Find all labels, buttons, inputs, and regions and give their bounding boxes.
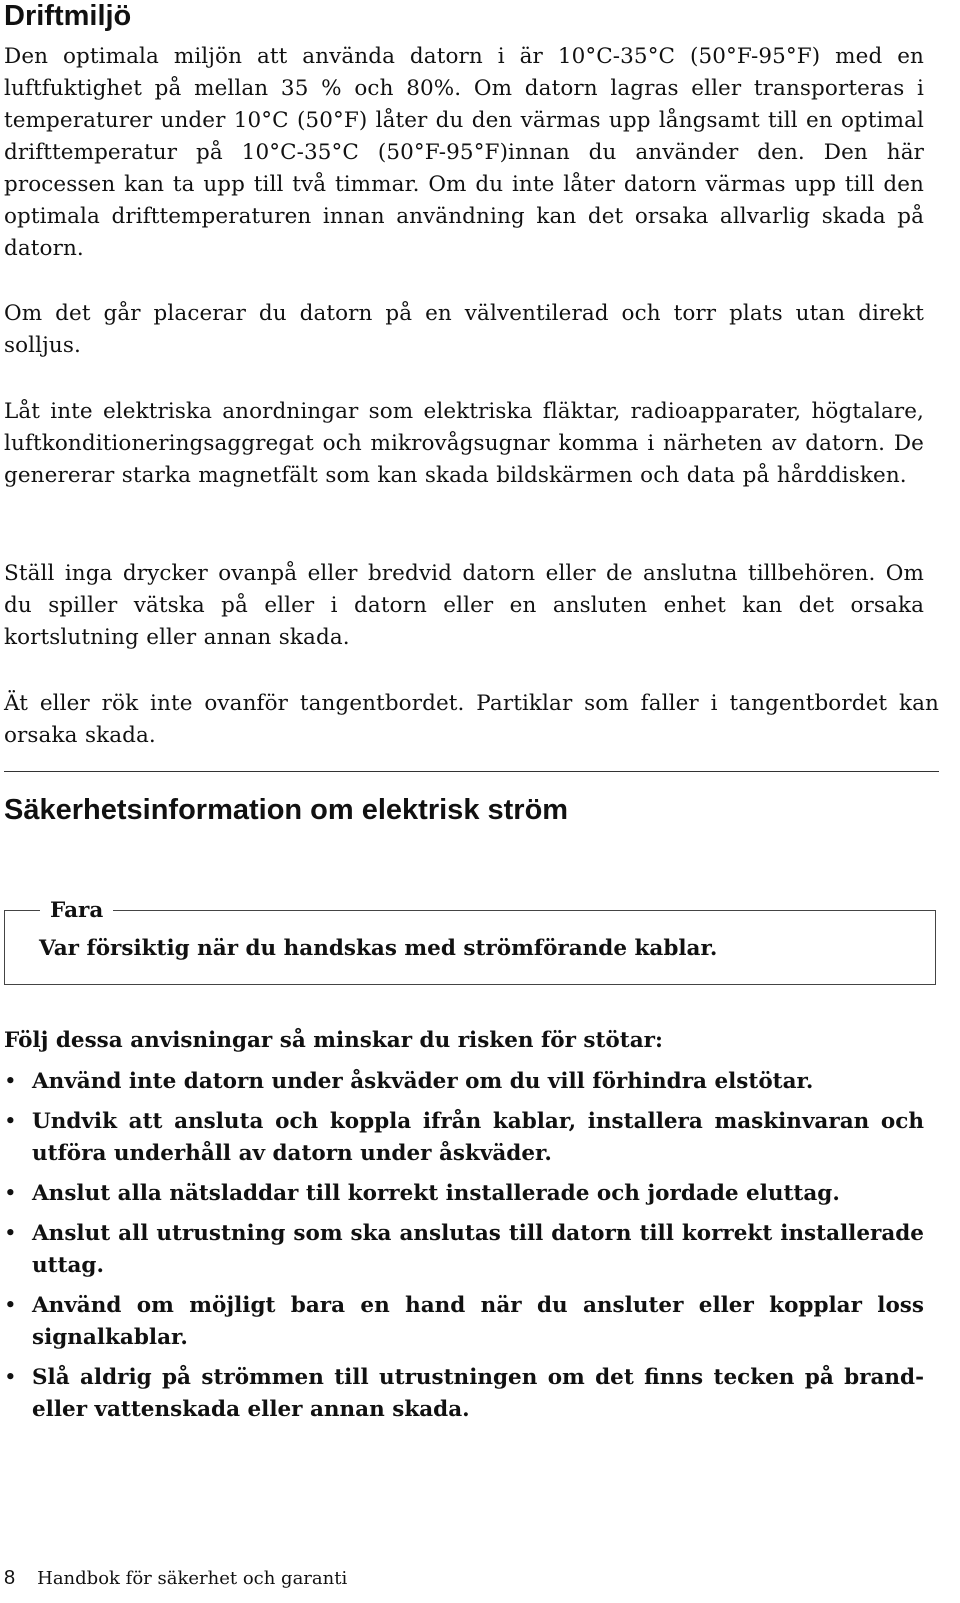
list-item-text: Anslut all utrustning som ska anslutas till datorn till korrekt installerade uttag. (32, 1221, 924, 1278)
list-item-text: Använd om möjligt bara en hand när du ansluter eller kopplar loss signalkablar. (32, 1293, 924, 1350)
paragraph-eating-smoking: Ät eller rök inte ovanför tangentbordet. Partiklar som faller i tangentbordet kan orsaka skada. (4, 691, 939, 748)
bullet-icon: • (4, 1109, 17, 1134)
list-item-text: Slå aldrig på strömmen till utrustningen om det finns tecken på brand- eller vattenskada eller annan skada. (32, 1365, 924, 1422)
danger-label: Fara (40, 897, 113, 925)
list-item-text: Undvik att ansluta och koppla ifrån kablar, installera maskinvaran och utföra underhåll av datorn under åskväder. (32, 1109, 924, 1166)
list-item (4, 1066, 924, 1098)
bullet-icon: • (4, 1181, 17, 1206)
list-item-text: Anslut alla nätsladdar till korrekt installerade och jordade eluttag. (32, 1181, 840, 1206)
book-title: Handbok för säkerhet och garanti (37, 1568, 348, 1589)
instructions-lead: Följ dessa anvisningar så minskar du risken för stötar: (4, 1028, 663, 1053)
list-item (4, 1362, 924, 1426)
bullet-icon: • (4, 1221, 17, 1246)
paragraph-ventilation: Om det går placerar du datorn på en välventilerad och torr plats utan direkt solljus. (4, 301, 924, 358)
list-item-text: Använd inte datorn under åskväder om du vill förhindra elstötar. (32, 1069, 814, 1094)
list-item (4, 1290, 924, 1354)
list-item (4, 1178, 924, 1210)
safety-instructions-list (4, 1066, 924, 1434)
paragraph-magnetic-fields: Låt inte elektriska anordningar som elektriska fläktar, radioapparater, högtalare, luftkonditioneringsaggregat och mikrovågsugnar komma i närheten av datorn. De genererar starka magnetfält som kan skada bildskärmen och data på hårddisken. (4, 399, 924, 488)
paragraph-temperature: Den optimala miljön att använda datorn i är 10°C-35°C (50°F-95°F) med en luftfuktighet på mellan 35 % och 80%. Om datorn lagras eller transporteras i temperaturer under 10°C (50°F) låter du den värmas upp långsamt till en optimal drifttemperatur på 10°C-35°C (50°F-95°F)innan du använder den. Den här processen kan ta upp till två timmar. Om du inte låter datorn värmas upp till den optimala drifttemperaturen innan användning kan det orsaka allvarlig skada på datorn. (4, 44, 924, 261)
list-item (4, 1106, 924, 1170)
section-title-electrical-safety: Säkerhetsinformation om elektrisk ström (4, 794, 569, 826)
page-footer (4, 1563, 347, 1594)
danger-notice-box (4, 898, 936, 985)
section-title-operating-environment: Driftmiljö (4, 0, 132, 32)
page-number: 8 (4, 1567, 16, 1589)
paragraph-liquids: Ställ inga drycker ovanpå eller bredvid datorn eller de anslutna tillbehören. Om du spiller vätska på eller i datorn eller en ansluten enhet kan det orsaka kortslutning eller annan skada. (4, 561, 924, 650)
danger-text: Var försiktig när du handskas med strömförande kablar. (39, 936, 718, 961)
bullet-icon: • (4, 1069, 17, 1094)
bullet-icon: • (4, 1293, 17, 1318)
bullet-icon: • (4, 1365, 17, 1390)
list-item (4, 1218, 924, 1282)
section-divider (4, 771, 939, 772)
